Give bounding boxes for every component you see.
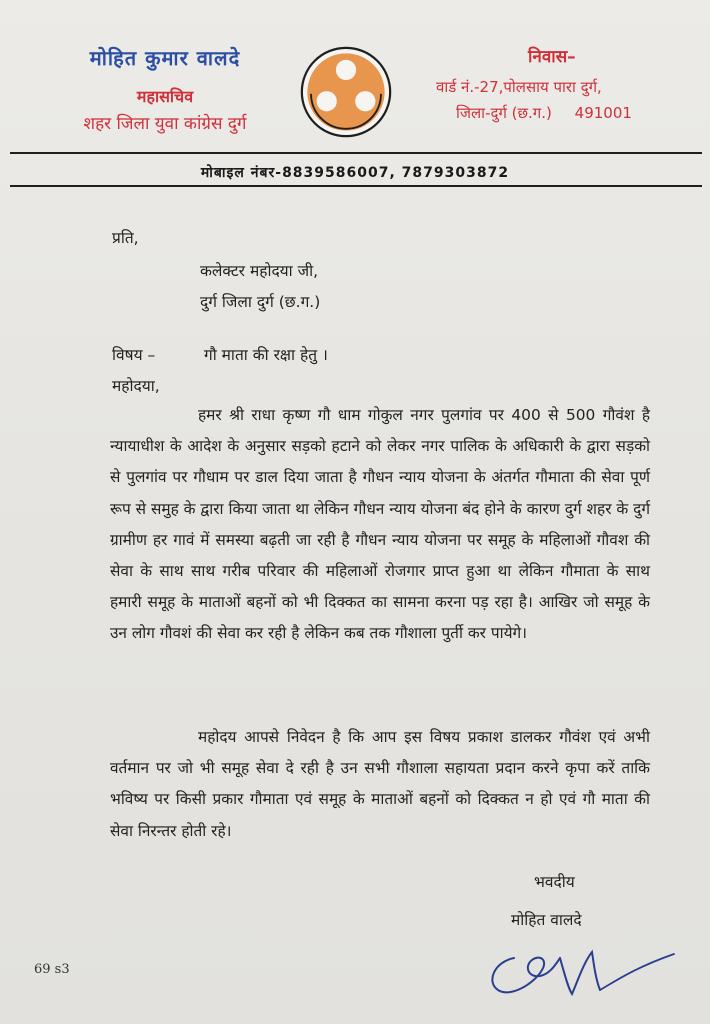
- subject-label: विषय –: [112, 346, 156, 364]
- residence-title: निवास–: [528, 47, 576, 67]
- congress-hand-logo: [300, 46, 392, 138]
- to-label: प्रति,: [112, 229, 139, 247]
- mobile-numbers: मोबाइल नंबर-8839586007, 7879303872: [200, 165, 510, 181]
- residence-address-line2: [436, 103, 696, 123]
- closing: भवदीय: [534, 873, 575, 891]
- residence-address-line1: वार्ड नं.-27,पोलसाय पारा दुर्ग,: [436, 78, 602, 96]
- residence-district: जिला-दुर्ग (छ.ग.): [456, 104, 552, 122]
- letterhead-divider-top: [10, 152, 702, 154]
- sender-designation: महासचिव: [136, 87, 194, 106]
- sender-name: मोहित कुमार वालदे: [89, 46, 241, 70]
- subject-text: गौ माता की रक्षा हेतु ।: [204, 346, 328, 364]
- residence-pincode: 491001: [574, 104, 632, 122]
- sender-organization: शहर जिला युवा कांग्रेस दुर्ग: [83, 114, 247, 134]
- salutation: महोदया,: [112, 377, 160, 395]
- handwritten-signature: [484, 932, 680, 1000]
- letterhead-right: [436, 44, 696, 123]
- recipient-line1: कलेक्टर महोदया जी,: [200, 262, 319, 280]
- letterhead-divider-bottom: [10, 185, 702, 187]
- letter-paragraph-1: हमर श्री राधा कृष्ण गौ धाम गोकुल नगर पुलगांव पर 400 से 500 गौवंश है न्यायाधीश के आदेश के अनुसार सड़को हटाने को लेकर नगर पालिक के अधिकारी के द्वारा सड़को से पुलगांव पर गौधाम पर डाल दिया जाता है गौधन न्याय योजना के अंतर्गत गौमाता की सेवा पूर्ण रूप से समुह के द्वारा किया जाता था लेकिन गौधन न्याय योजना बंद होने के कारण दुर्ग शहर के दुर्ग ग्रामीण हर गावं में समस्या बढ़ती जा रही है गौधन न्याय योजना पर समूह के महिलाओं गौवश की सेवा के साथ साथ गरीब परिवार की महिलाओं रोजगार प्राप्त हुआ था लेकिन गौमाता के साथ हमारी समूह के माताओं बहनों को भी दिक्कत का सामना करना पड़ रहा है। आखिर जो समूह के उन लोग गौवशं की सेवा कर रही है लेकिन कब तक गौशाला पुर्ती कर पायेगे।: [110, 406, 650, 643]
- letterhead-left: [40, 44, 290, 134]
- stamp-number: 69 s3: [34, 962, 70, 977]
- signatory-name: मोहित वालदे: [511, 911, 582, 929]
- letter-paragraph-2: महोदय आपसे निवेदन है कि आप इस विषय प्रकाश डालकर गौवंश एवं अभी वर्तमान पर जो भी समूह सेवा दे रही है उन सभी गौशाला सहायता प्रदान करने कृपा करें ताकि भविष्य पर किसी प्रकार गौमाता एवं समूह के माताओं बहनों को दिक्कत न हो एवं गौ माता की सेवा निरन्तर होती रहे।: [110, 728, 650, 840]
- recipient-line2: दुर्ग जिला दुर्ग (छ.ग.): [200, 293, 321, 311]
